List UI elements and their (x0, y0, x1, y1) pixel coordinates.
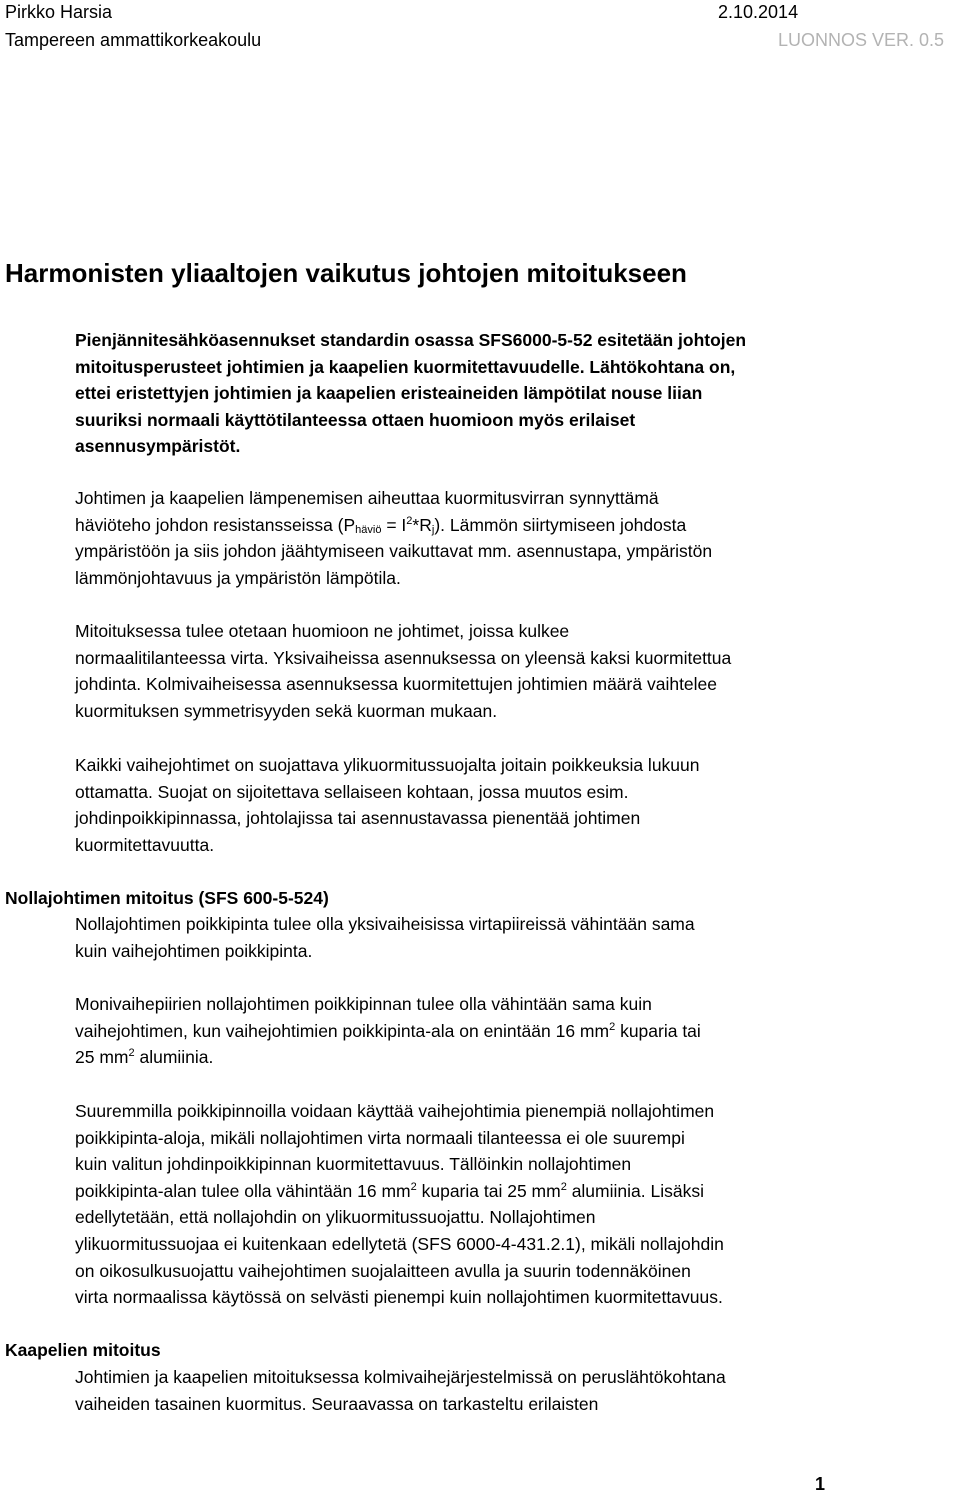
paragraph-line: häviöteho johdon resistansseissa $(P_{häviö} = I^2*R_j)$. Lämmön siirtymiseen johdosta (75, 514, 687, 536)
superscript-2: 2 (406, 514, 413, 527)
superscript-2: 2 (128, 1047, 135, 1060)
paragraph-line: Monivaihepiirien nollajohtimen poikkipinnan tulee olla vähintään sama kuin (75, 994, 652, 1014)
paragraph-line: ottamatta. Suojat on sijoitettava sellaiseen kohtaan, jossa muutos esim. (75, 781, 629, 802)
paragraph-line: Johtimien ja kaapelien mitoituksessa kolmivaihejärjestelmissä on peruslähtökohtana (75, 1367, 726, 1387)
paragraph-line: 25 $mm^2$ alumiinia. (75, 1047, 214, 1068)
superscript-2: 2 (609, 1020, 616, 1033)
paragraph-line: Kaikki vaihejohtimet on suojattava ylikuormitussuojalta joitain poikkeuksia lukuun (75, 755, 700, 775)
neutral-paragraph-3 (75, 1098, 855, 1311)
cable-paragraph-1 (75, 1364, 855, 1417)
paragraph-line: kuin valitun johdinpoikkipinnan kuormitettavuus. Tällöinkin nollajohtimen (75, 1154, 632, 1175)
document-date: 2.10.2014 (718, 2, 799, 22)
paragraph-line: edellytetään, että nollajohdin on ylikuormitussuojattu. Nollajohtimen (75, 1207, 596, 1228)
paragraph-line: Nollajohtimen poikkipinta tulee olla yksivaiheisissa virtapiireissä vähintään sama (75, 914, 695, 934)
paragraph-line: virta normaalissa käytössä on selvästi pienempi kuin nollajohtimen kuormitettavuus. (75, 1287, 723, 1308)
paragraph-line: johdinta. Kolmivaiheisessa asennuksessa kuormitettujen johtimien määrä vaihtelee (75, 674, 718, 695)
conductors-paragraph (75, 618, 855, 724)
intro-line: asennusympäristöt. (75, 436, 241, 457)
subscript-j: j (431, 523, 435, 536)
paragraph-line: vaiheiden tasainen kuormitus. Seuraavassa on tarkasteltu erilaisten (75, 1393, 599, 1414)
paragraph-line: normaalitilanteessa virta. Yksivaiheissa asennuksessa on yleensä kaksi kuormitettua (75, 647, 732, 668)
draft-version: LUONNOS VER. 0.5 (778, 30, 945, 50)
section-heading-neutral-conductor: Nollajohtimen mitoitus (SFS 600-5-524) (5, 888, 329, 908)
neutral-paragraph-1 (75, 911, 855, 964)
paragraph-line: ylikuormitussuojaa ei kuitenkaan edellytetä (SFS 6000-4-431.2.1), mikäli nollajohdin (75, 1233, 724, 1254)
paragraph-line: kuormituksen symmetrisyyden sekä kuorman mukaan. (75, 700, 498, 721)
neutral-paragraph-2 (75, 991, 855, 1071)
paragraph-line: vaihejohtimen, kun vaihejohtimien poikkipinta-ala on enintään 16 $mm^2$ kuparia tai (75, 1020, 701, 1041)
paragraph-line: kuormitettavuutta. (75, 834, 215, 855)
page-title: Harmonisten yliaaltojen vaikutus johtojen mitoitukseen (5, 258, 687, 288)
protection-paragraph (75, 752, 855, 858)
paragraph-line: poikkipinta-aloja, mikäli nollajohtimen virta normaali tilanteessa ei ole suurempi (75, 1127, 685, 1148)
intro-line: Pienjännitesähköasennukset standardin osassa SFS6000-5-52 esitetään johtojen (75, 330, 747, 350)
paragraph-line: johdinpoikkipinnassa, johtolajissa tai asennustavassa pienentää johtimen (75, 808, 641, 829)
paragraph-line: ympäristöön ja siis johdon jäähtymiseen vaikuttavat mm. asennustapa, ympäristön (75, 541, 713, 562)
intro-line: ettei eristettyjen johtimien ja kaapelien eristeaineiden lämpötilat nouse liian (75, 383, 703, 404)
intro-paragraph (75, 327, 835, 460)
author-name: Pirkko Harsia (5, 2, 113, 22)
heating-paragraph (75, 485, 855, 591)
subscript-havio: häviö (355, 523, 382, 536)
page-number: 1 (815, 1474, 826, 1494)
paragraph-line: Johtimen ja kaapelien lämpenemisen aiheuttaa kuormitusvirran synnyttämä (75, 488, 659, 508)
intro-line: mitoitusperusteet johtimien ja kaapelien kuormitettavuudelle. Lähtökohtana on, (75, 356, 736, 377)
paragraph-line: on oikosulkusuojattu vaihejohtimen suojalaitteen avulla ja suurin todennäköinen (75, 1260, 691, 1281)
intro-line: suuriksi normaali käyttötilanteessa ottaen huomioon myös erilaiset (75, 409, 636, 430)
paragraph-line: Mitoituksessa tulee otetaan huomioon ne johtimet, joissa kulkee (75, 621, 570, 641)
section-heading-cable-sizing: Kaapelien mitoitus (5, 1340, 161, 1360)
paragraph-line: Suuremmilla poikkipinnoilla voidaan käyttää vaihejohtimia pienempiä nollajohtimen (75, 1101, 715, 1121)
organization-name: Tampereen ammattikorkeakoulu (5, 30, 262, 50)
superscript-2: 2 (410, 1180, 417, 1193)
paragraph-line: poikkipinta-alan tulee olla vähintään 16 $mm^2$ kuparia tai 25 $mm^2$ alumiinia. Lisäksi (75, 1180, 704, 1201)
superscript-2: 2 (560, 1180, 567, 1193)
paragraph-line: lämmönjohtavuus ja ympäristön lämpötila. (75, 567, 401, 588)
paragraph-line: kuin vaihejohtimen poikkipinta. (75, 940, 313, 961)
